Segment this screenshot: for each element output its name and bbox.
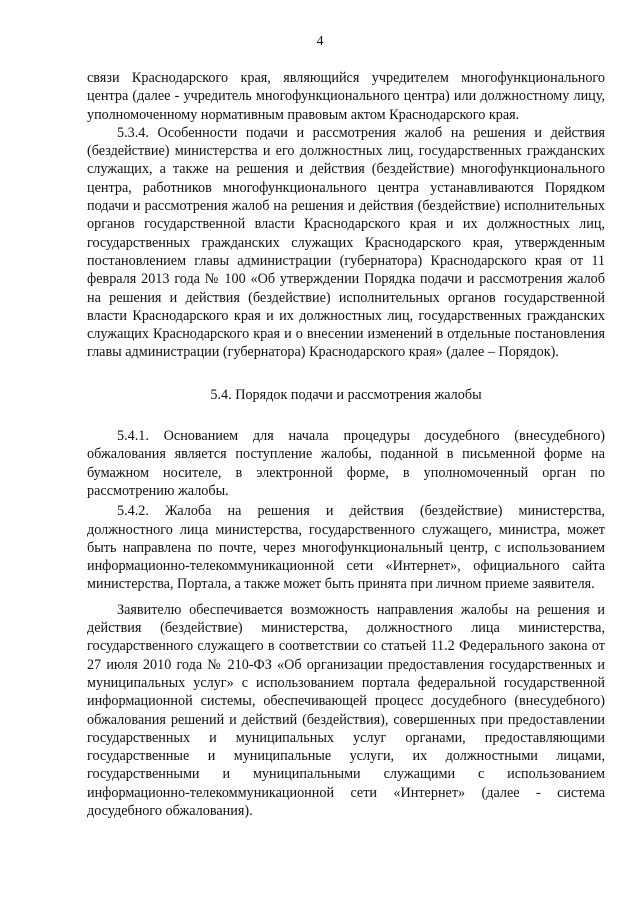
- paragraph-5-4-1: 5.4.1. Основанием для начала процедуры досудебного (внесудебного) обжалования является поступление жалобы, поданной в письменной форме на бумажном носителе, в электронной форме, в уполномоченный орган по рассмотрению жалобы.: [87, 428, 605, 499]
- paragraph-applicant-rights: Заявителю обеспечивается возможность направления жалобы на решения и действия (бездействие) министерства, должностного лица министерства, государственного служащего в соответствии со статьей 11.2 Федерального закона от 27 июля 2010 года № 210-ФЗ «Об организации предоставления государственных и муниципальных услуг» с использованием портала федеральной государственной информационной системы, обеспечивающей процесс досудебного (внесудебного) обжалования решений и действий (бездействия), совершенных при предоставлении государственных и муниципальных услуг органами, предоставляющими государственные и муниципальные услуги, их должностными лицами, государственными и муниципальными служащими с использованием информационно-телекоммуникационной сети «Интернет» (далее - система досудебного обжалования).: [87, 601, 605, 819]
- document-body: [87, 69, 605, 820]
- paragraph-5-4-2: 5.4.2. Жалоба на решения и действия (бездействие) министерства, должностного лица министерства, государственного служащего, министра, может быть направлена по почте, через многофункциональный центр, с использованием информационно-телекоммуникационной сети «Интернет», официального сайта министерства, Портала, а также может быть принята при личном приеме заявителя.: [87, 503, 605, 593]
- paragraph-continuation: связи Краснодарского края, являющийся учредителем многофункционального центра (далее - учредитель многофункционального центра) или должностному лицу, уполномоченному нормативным правовым актом Краснодарского края.: [87, 70, 605, 123]
- section-heading-5-4: 5.4. Порядок подачи и рассмотрения жалобы: [210, 386, 482, 403]
- paragraph-5-3-4: 5.3.4. Особенности подачи и рассмотрения жалоб на решения и действия (бездействие) министерства и его должностных лиц, государственных гражданских служащих, а также на решения и действия (бездействие) многофункционального центра, работников многофункционального центра устанавливаются Порядком подачи и рассмотрения жалоб на решения и действия (бездействие) исполнительных органов государственной власти Краснодарского края и их должностных лиц, государственных гражданских служащих Краснодарского края, утвержденным постановлением главы администрации (губернатора) Краснодарского края от 11 февраля 2013 года № 100 «Об утверждении Порядка подачи и рассмотрения жалоб на решения и действия (бездействие) исполнительных органов государственной власти Краснодарского края и их должностных лиц, государственных гражданских служащих Краснодарского края и о внесении изменений в отдельные постановления главы администрации (губернатора) Краснодарского края» (далее – Порядок).: [87, 124, 605, 361]
- page-number: 4: [316, 34, 324, 49]
